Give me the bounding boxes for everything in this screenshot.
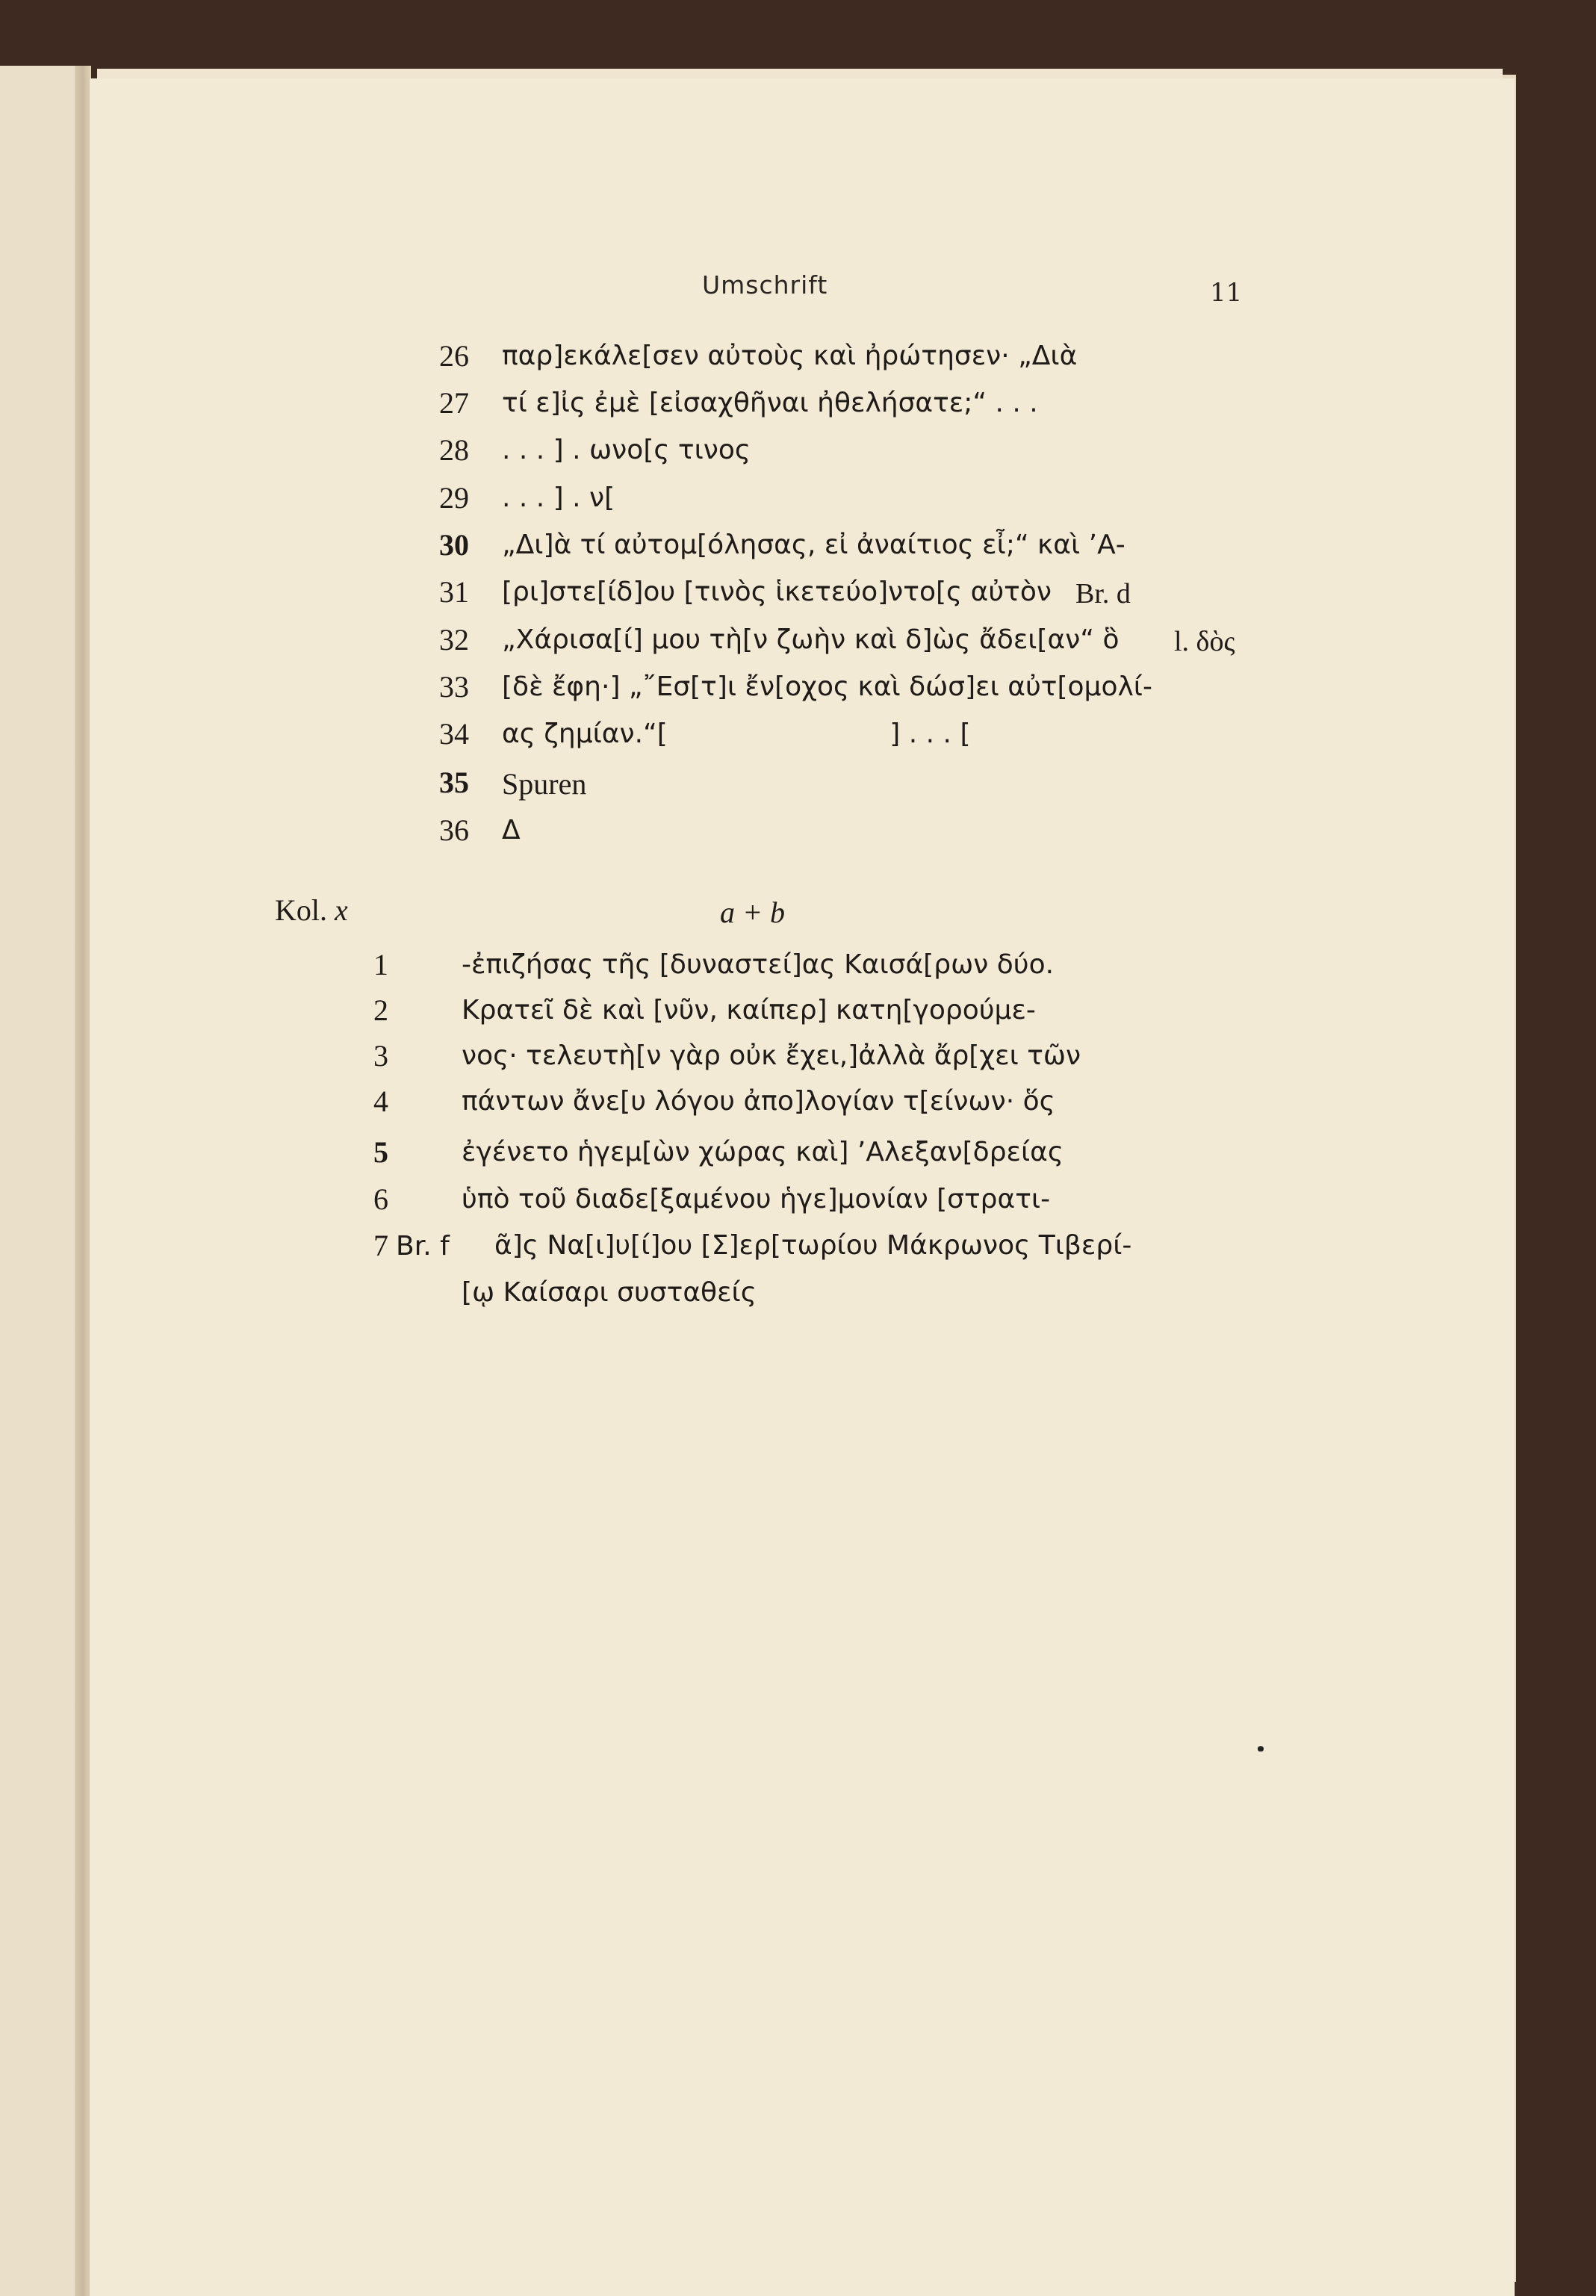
line-number: 35 <box>439 766 469 799</box>
transcription-line: [ῳ Καίσαρι συσταθείς <box>462 1277 757 1308</box>
line-number: 6 <box>373 1182 388 1216</box>
transcription-line: πάντων ἄνε[υ λόγου ἀπο]λογίαν τ[είνων· ὅς <box>462 1086 1055 1117</box>
line-number: 32 <box>439 623 469 657</box>
column-label <box>275 893 348 928</box>
line-number: 30 <box>439 528 469 562</box>
section-heading: a + b <box>720 896 785 929</box>
line-number: 3 <box>373 1039 388 1073</box>
running-title: Umschrift <box>702 270 828 300</box>
transcription-line: [δὲ ἔφη·] „῎Εσ[τ]ι ἔν[οχος καὶ δώσ]ει αὐτ[ομολί- <box>502 671 1152 702</box>
line-number: 7 <box>373 1229 388 1262</box>
transcription-line: . . . ] . ωνο[ς τινος <box>502 435 751 465</box>
transcription-line: -ἐπιζήσας τῆς [δυναστεί]ας Καισά[ρων δύο. <box>462 949 1055 980</box>
line-number: 27 <box>439 386 469 420</box>
line-number: 33 <box>439 670 469 704</box>
transcription-line: ὑπὸ τοῦ διαδε[ξαμένου ἡγε]μονίαν [στρατι- <box>462 1184 1051 1214</box>
ink-speck <box>1258 1746 1264 1752</box>
transcription-line: ας ζημίαν.“[ ] . . . [ <box>502 719 971 749</box>
margin-note-br-f: Br. f <box>396 1231 450 1262</box>
margin-note-l-dos: l. δὸς <box>1174 626 1235 657</box>
transcription-line: Δ <box>502 815 521 846</box>
line-number: 5 <box>373 1135 388 1169</box>
transcription-line: „Δι]ὰ τί αὐτομ[όλησας, εἰ ἀναίτιος εἶ;“ καὶ ’Α- <box>502 530 1125 560</box>
line-number: 29 <box>439 481 469 515</box>
line-number: 1 <box>373 948 388 981</box>
transcription-line: ἐγένετο ἡγεμ[ὼν χώρας καὶ] ’Αλεξαν[δρείας <box>462 1137 1064 1167</box>
column-label-prefix: Kol. <box>275 893 327 927</box>
column-label-letter: x <box>335 893 348 927</box>
transcription-line: ᾶ]ς Να[ι]υ[ί]ου [Σ]ερ[τωρίου Μάκρωνος Τιβερί- <box>494 1230 1132 1261</box>
transcription-line: Spuren <box>502 767 587 801</box>
line-number: 28 <box>439 433 469 467</box>
line-number: 2 <box>373 993 388 1027</box>
page-number: 11 <box>1210 278 1243 308</box>
transcription-line: „Χάρισα[ί] μου τὴ[ν ζωὴν καὶ δ]ὼς ἄδει[αν“ ὃ <box>502 624 1120 655</box>
line-number: 4 <box>373 1085 388 1118</box>
line-number: 26 <box>439 339 469 373</box>
transcription-line: Κρατεῖ δὲ καὶ [νῦν, καίπερ] κατη[γορούμε- <box>462 995 1036 1026</box>
line-number: 34 <box>439 717 469 751</box>
transcription-line: τί ε]ἰς ἐμὲ [εἰσαχθῆναι ἠθελήσατε;“ . . . <box>502 388 1038 418</box>
transcription-line: παρ]εκάλε[σεν αὐτοὺς καὶ ἠρώτησεν· „Διὰ <box>502 341 1078 371</box>
transcription-line: [ρι]στε[ίδ]ου [τινὸς ἱκετεύο]ντο[ς αὐτὸν <box>502 577 1052 607</box>
transcription-line: νος· τελευτὴ[ν γὰρ οὐκ ἔχει,]ἀλλὰ ἄρ[χει τῶν <box>462 1040 1081 1071</box>
transcription-line: . . . ] . ν[ <box>502 483 615 513</box>
line-number: 31 <box>439 575 469 609</box>
margin-note-br-d: Br. d <box>1075 578 1131 609</box>
line-number: 36 <box>439 813 469 847</box>
